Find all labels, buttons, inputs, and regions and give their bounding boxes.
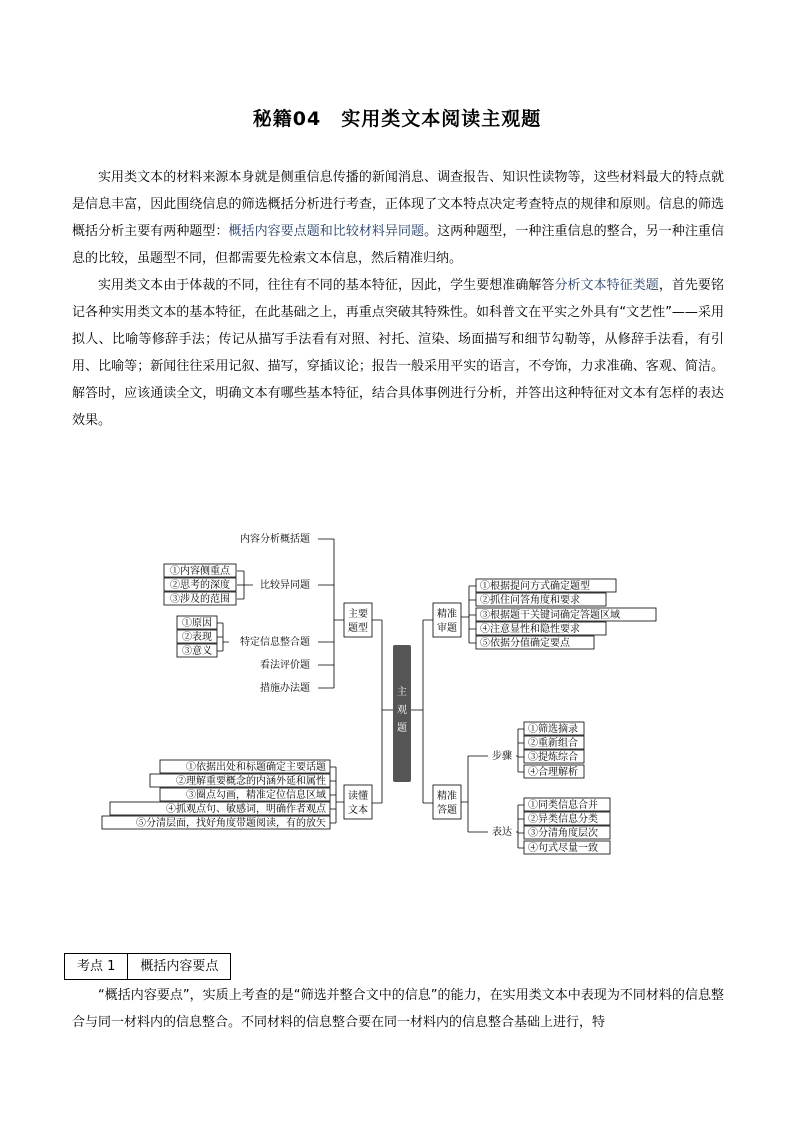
mm-review-item: ③根据题干关键词确定答题区域: [480, 610, 620, 621]
mm-express-item: ②异类信息分类: [528, 814, 598, 825]
mm-step-item: ④合理解析: [528, 767, 578, 778]
para1-highlight: 概括内容要点题和比较材料异同题: [228, 224, 425, 239]
para1-text-b: 。这两种题型，一种注重信息的整合，另一种注重信息的比较，虽题型不同，但都需要先检索文本信息，然后精准归纳。: [72, 224, 724, 266]
kaodian-label-box: [64, 953, 231, 980]
mm-review-item: ⑤依据分值确定要点: [480, 638, 570, 649]
mm-review-item: ②抓住问答角度和要求: [480, 595, 580, 606]
mm-review-l2: 审题: [437, 623, 457, 634]
mm-express-item: ③分清角度层次: [528, 828, 598, 839]
mm-type-item: 内容分析概括题: [240, 534, 310, 545]
mind-map: [0, 520, 794, 870]
mm-compare-item: ①内容侧重点: [170, 566, 230, 577]
mm-express-item: ①同类信息合并: [528, 800, 598, 811]
mm-type-item: 特定信息整合题: [240, 637, 310, 648]
mm-reading-connector: [330, 767, 344, 823]
mm-express-label: 表达: [492, 827, 512, 838]
para2-text-a: 实用类文本由于体裁的不同，往往有不同的基本特征，因此，学生要想准确解答: [98, 278, 555, 293]
mm-reading-item: ①依据出处和标题确定主要话题: [186, 762, 326, 773]
mm-integrate-item: ①原因: [182, 618, 212, 629]
mm-review-item: ①根据提问方式确定题型: [480, 581, 590, 592]
mm-answer-l2: 答题: [437, 805, 457, 816]
mm-center-c3: 题: [397, 723, 407, 734]
mm-step-item: ②重新组合: [528, 738, 578, 749]
para2-highlight: 分析文本特征类题: [554, 278, 659, 293]
mm-express-connector: [516, 805, 524, 848]
mm-steps-label: 步骤: [492, 751, 512, 762]
mm-step-item: ③提炼综合: [528, 752, 578, 763]
mm-step-item: ①筛选摘录: [528, 724, 578, 735]
mm-integrate-item: ③意义: [182, 646, 212, 657]
mm-type-item: 措施办法题: [260, 683, 310, 694]
mm-center-c2: 观: [397, 705, 407, 716]
paragraph-2: [72, 272, 724, 434]
mm-integrate-connector: [217, 623, 229, 651]
mm-main-types-l1: 主要: [348, 609, 368, 620]
mm-answer-connector: [461, 756, 488, 832]
mm-answer-l1: 精准: [437, 791, 457, 802]
mm-reading-l2: 文本: [348, 805, 368, 816]
mm-reading-l1: 读懂: [348, 791, 368, 802]
mm-integrate-item: ②表现: [182, 632, 212, 643]
page-title: 秘籍04 实用类文本阅读主观题: [252, 108, 542, 130]
mm-reading-item: ③圈点勾画，精准定位信息区域: [186, 790, 326, 801]
mm-compare-item: ③涉及的范围: [170, 594, 230, 605]
mm-center-c1: 主: [397, 687, 407, 698]
mm-compare-item: ②思考的深度: [170, 580, 230, 591]
mm-steps-connector: [516, 729, 524, 772]
mm-type-item: 比较异同题: [260, 580, 310, 591]
mm-reading-item: ②理解重要概念的内涵外延和属性: [176, 776, 326, 787]
para2-text-b: ，首先要铭记各种实用类文本的基本特征，在此基础之上，再重点突破其特殊性。如科普文在平实之外具有“文艺性”——采用拟人、比喻等修辞手法；传记从描写手法看有对照、衬托、渲染、场面描写和细节勾勒等，从修辞手法看，有引用、比喻等；新闻往往采用记叙、描写，穿插议论；报告一般采用平实的语言，不夸饰，力求准确、客观、简洁。解答时，应该通读全文，明确文本有哪些基本特征，结合具体事例进行分析，并答出这种特征对文本有怎样的表达效果。: [72, 278, 724, 428]
mm-main-types-l2: 题型: [348, 623, 368, 634]
mm-review-connector: [461, 586, 476, 643]
mm-type-item: 看法评价题: [260, 660, 310, 671]
mm-main-types-connector: [318, 539, 344, 688]
mm-express-item: ④句式尽量一致: [528, 843, 598, 854]
mm-reading-item: ④抓观点句、敏感词，明确作者观点: [166, 804, 326, 815]
mm-review-item: ④注意显性和隐性要求: [480, 624, 580, 635]
paragraph-3: [72, 982, 724, 1036]
para3-text: “概括内容要点”，实质上考查的是“筛选并整合文中的信息”的能力，在实用类文本中表现为不同材料的信息整合与同一材料内的信息整合。不同材料的信息整合要在同一材料内的信息整合基础上进行，特: [72, 988, 724, 1030]
mm-review-l1: 精准: [437, 609, 457, 620]
kaodian-name: 概括内容要点: [127, 954, 230, 979]
kaodian-number: 考点 1: [77, 959, 116, 974]
mm-reading-item: ⑤分清层面，找好角度带题阅读，有的放矢: [136, 818, 326, 829]
mm-compare-connector: [237, 571, 253, 599]
para1-text-a: 实用类文本的材料来源本身就是侧重信息传播的新闻消息、调查报告、知识性读物等，这些材料最大的特点就是信息丰富，因此围绕信息的筛选概括分析进行考查，正体现了文本特点决定考查特点的规律和原则。信息的筛选概括分析主要有两种题型：: [72, 170, 724, 239]
mm-left-connector: [372, 620, 393, 803]
paragraph-1: [72, 164, 724, 272]
mm-right-connector: [411, 620, 433, 803]
